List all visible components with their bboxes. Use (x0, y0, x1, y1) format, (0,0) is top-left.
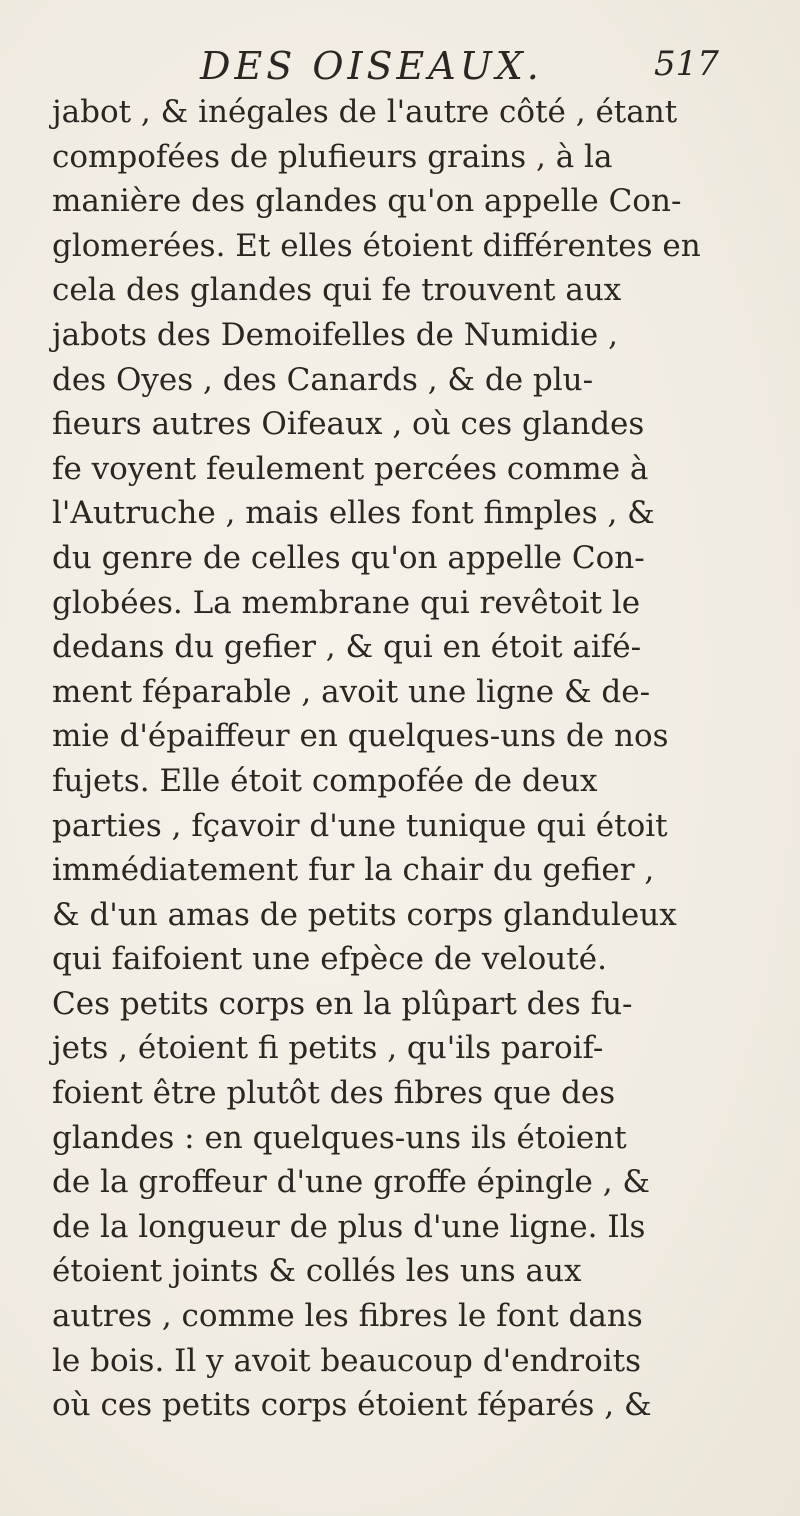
text-line: glandes : en quelques-uns ils étoient (52, 1119, 627, 1156)
text-line: immédiatement fur la chair du gefier , (52, 852, 655, 889)
text-line: autres , comme les fibres le font dans (52, 1298, 643, 1335)
text-line: l'Autruche , mais elles font fimples , & (52, 495, 655, 532)
text-line: jabot , & inégales de l'autre côté , étant (52, 94, 678, 130)
text-line: glomerées. Et elles étoient différentes en (52, 227, 701, 264)
text-line: dedans du gefier , & qui en étoit aifé- (52, 629, 642, 666)
text-line: foient être plutôt des fibres que des (52, 1075, 616, 1112)
body-text (52, 90, 792, 1428)
text-line: ment féparable , avoit une ligne & de- (52, 673, 651, 710)
text-line: compofées de plufieurs grains , à la (52, 138, 613, 175)
text-line: parties , fçavoir d'une tunique qui étoit (52, 807, 668, 844)
text-line: mie d'épaiffeur en quelques-uns de nos (52, 718, 669, 755)
text-line: fujets. Elle étoit compofée de deux (52, 762, 598, 799)
page-header (0, 40, 800, 96)
text-line: cela des glandes qui fe trouvent aux (52, 272, 622, 309)
text-line: globées. La membrane qui revêtoit le (52, 584, 641, 621)
text-line: du genre de celles qu'on appelle Con- (52, 539, 645, 576)
text-line: fe voyent feulement percées comme à (52, 450, 649, 487)
text-line: le bois. Il y avoit beaucoup d'endroits (52, 1342, 642, 1379)
text-line: de la longueur de plus d'une ligne. Ils (52, 1208, 646, 1245)
text-line: manière des glandes qu'on appelle Con- (52, 183, 682, 220)
text-line: Ces petits corps en la plûpart des fu- (52, 985, 633, 1022)
text-line: fieurs autres Oifeaux , où ces glandes (52, 406, 645, 443)
text-line: jets , étoient fi petits , qu'ils paroif- (52, 1030, 604, 1067)
page-number: 517 (654, 44, 719, 84)
text-line: jabots des Demoifelles de Numidie , (52, 316, 618, 353)
text-line: de la groffeur d'une groffe épingle , & (52, 1164, 651, 1201)
text-line: où ces petits corps étoient féparés , & (52, 1387, 652, 1424)
text-line: & d'un amas de petits corps glanduleux (52, 896, 677, 933)
text-line: des Oyes , des Canards , & de plu- (52, 361, 594, 398)
text-line: qui faifoient une efpèce de velouté. (52, 941, 607, 978)
text-line: étoient joints & collés les uns aux (52, 1253, 582, 1290)
running-title: DES OISEAUX. (200, 44, 543, 88)
